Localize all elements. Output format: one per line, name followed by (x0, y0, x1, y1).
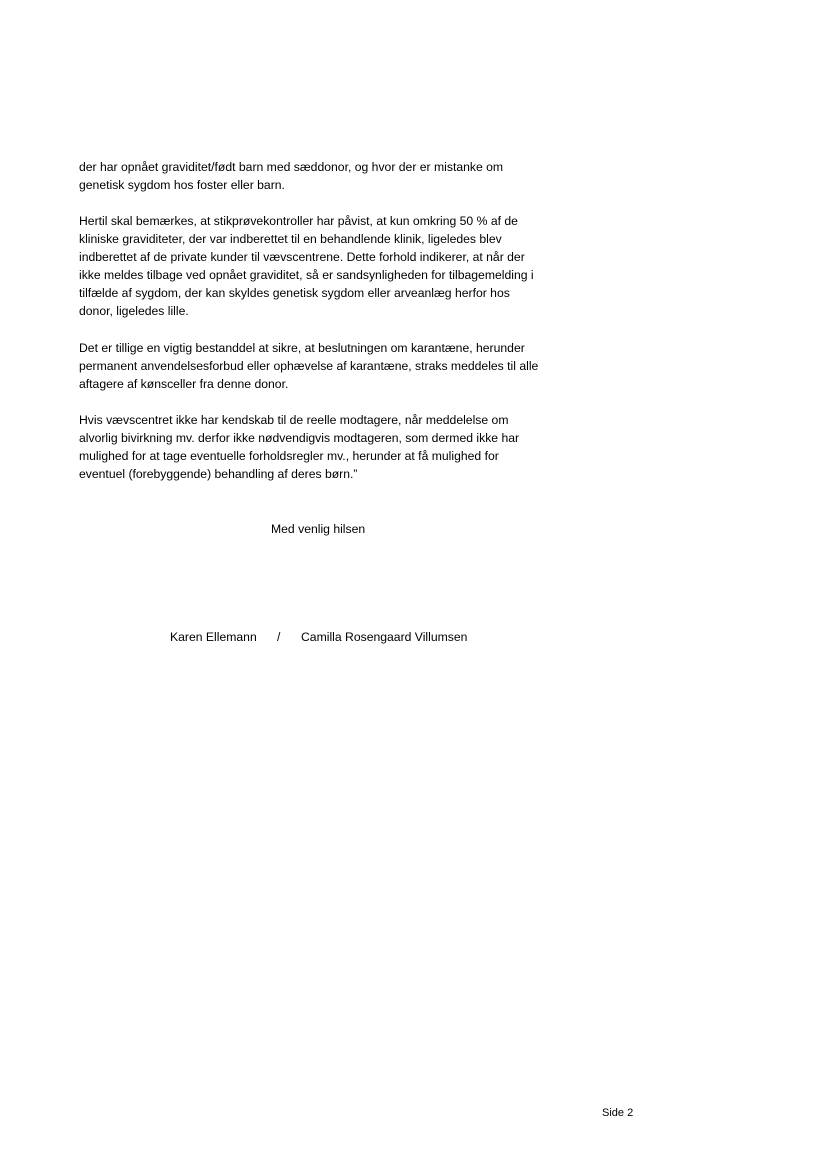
body-paragraph-1 (79, 158, 579, 194)
paragraph-line: eventuel (forebyggende) behandling af deres børn.” (79, 467, 358, 482)
paragraph-line: mulighed for at tage eventuelle forholdsregler mv., herunder at få mulighed for (79, 449, 499, 464)
signature-first: Karen Ellemann (170, 630, 257, 644)
signature-separator: / (277, 630, 281, 644)
paragraph-line: genetisk sygdom hos foster eller barn. (79, 178, 285, 193)
paragraph-line: kliniske graviditeter, der var indberettet til en behandlende klinik, ligeledes blev (79, 232, 502, 247)
paragraph-line: Hvis vævscentret ikke har kendskab til de reelle modtagere, når meddelelse om (79, 413, 509, 427)
body-paragraph-4 (79, 411, 579, 483)
body-paragraph-3 (79, 339, 579, 393)
paragraph-line: aftagere af kønsceller fra denne donor. (79, 377, 289, 392)
signature-second: Camilla Rosengaard Villumsen (301, 630, 468, 644)
paragraph-line: permanent anvendelsesforbud eller ophævelse af karantæne, straks meddeles til alle (79, 359, 539, 374)
paragraph-line: Hertil skal bemærkes, at stikprøvekontroller har påvist, at kun omkring 50 % af de (79, 214, 518, 228)
closing-salutation: Med venlig hilsen (271, 522, 366, 536)
paragraph-line: der har opnået graviditet/født barn med sæddonor, og hvor der er mistanke om (79, 160, 504, 174)
paragraph-line: indberettet af de private kunder til vævscentrene. Dette forhold indikerer, at når der (79, 250, 525, 265)
paragraph-line: Det er tillige en vigtig bestanddel at sikre, at beslutningen om karantæne, herunder (79, 341, 525, 355)
body-paragraph-2 (79, 212, 579, 321)
page-number: Side 2 (602, 1107, 634, 1119)
paragraph-line: ikke meldes tilbage ved opnået graviditet, så er sandsynligheden for tilbagemelding i (79, 268, 534, 283)
paragraph-line: donor, ligeledes lille. (79, 304, 189, 319)
paragraph-line: alvorlig bivirkning mv. derfor ikke nødvendigvis modtageren, som dermed ikke har (79, 431, 520, 446)
paragraph-line: tilfælde af sygdom, der kan skyldes genetisk sygdom eller arveanlæg herfor hos (79, 286, 510, 301)
